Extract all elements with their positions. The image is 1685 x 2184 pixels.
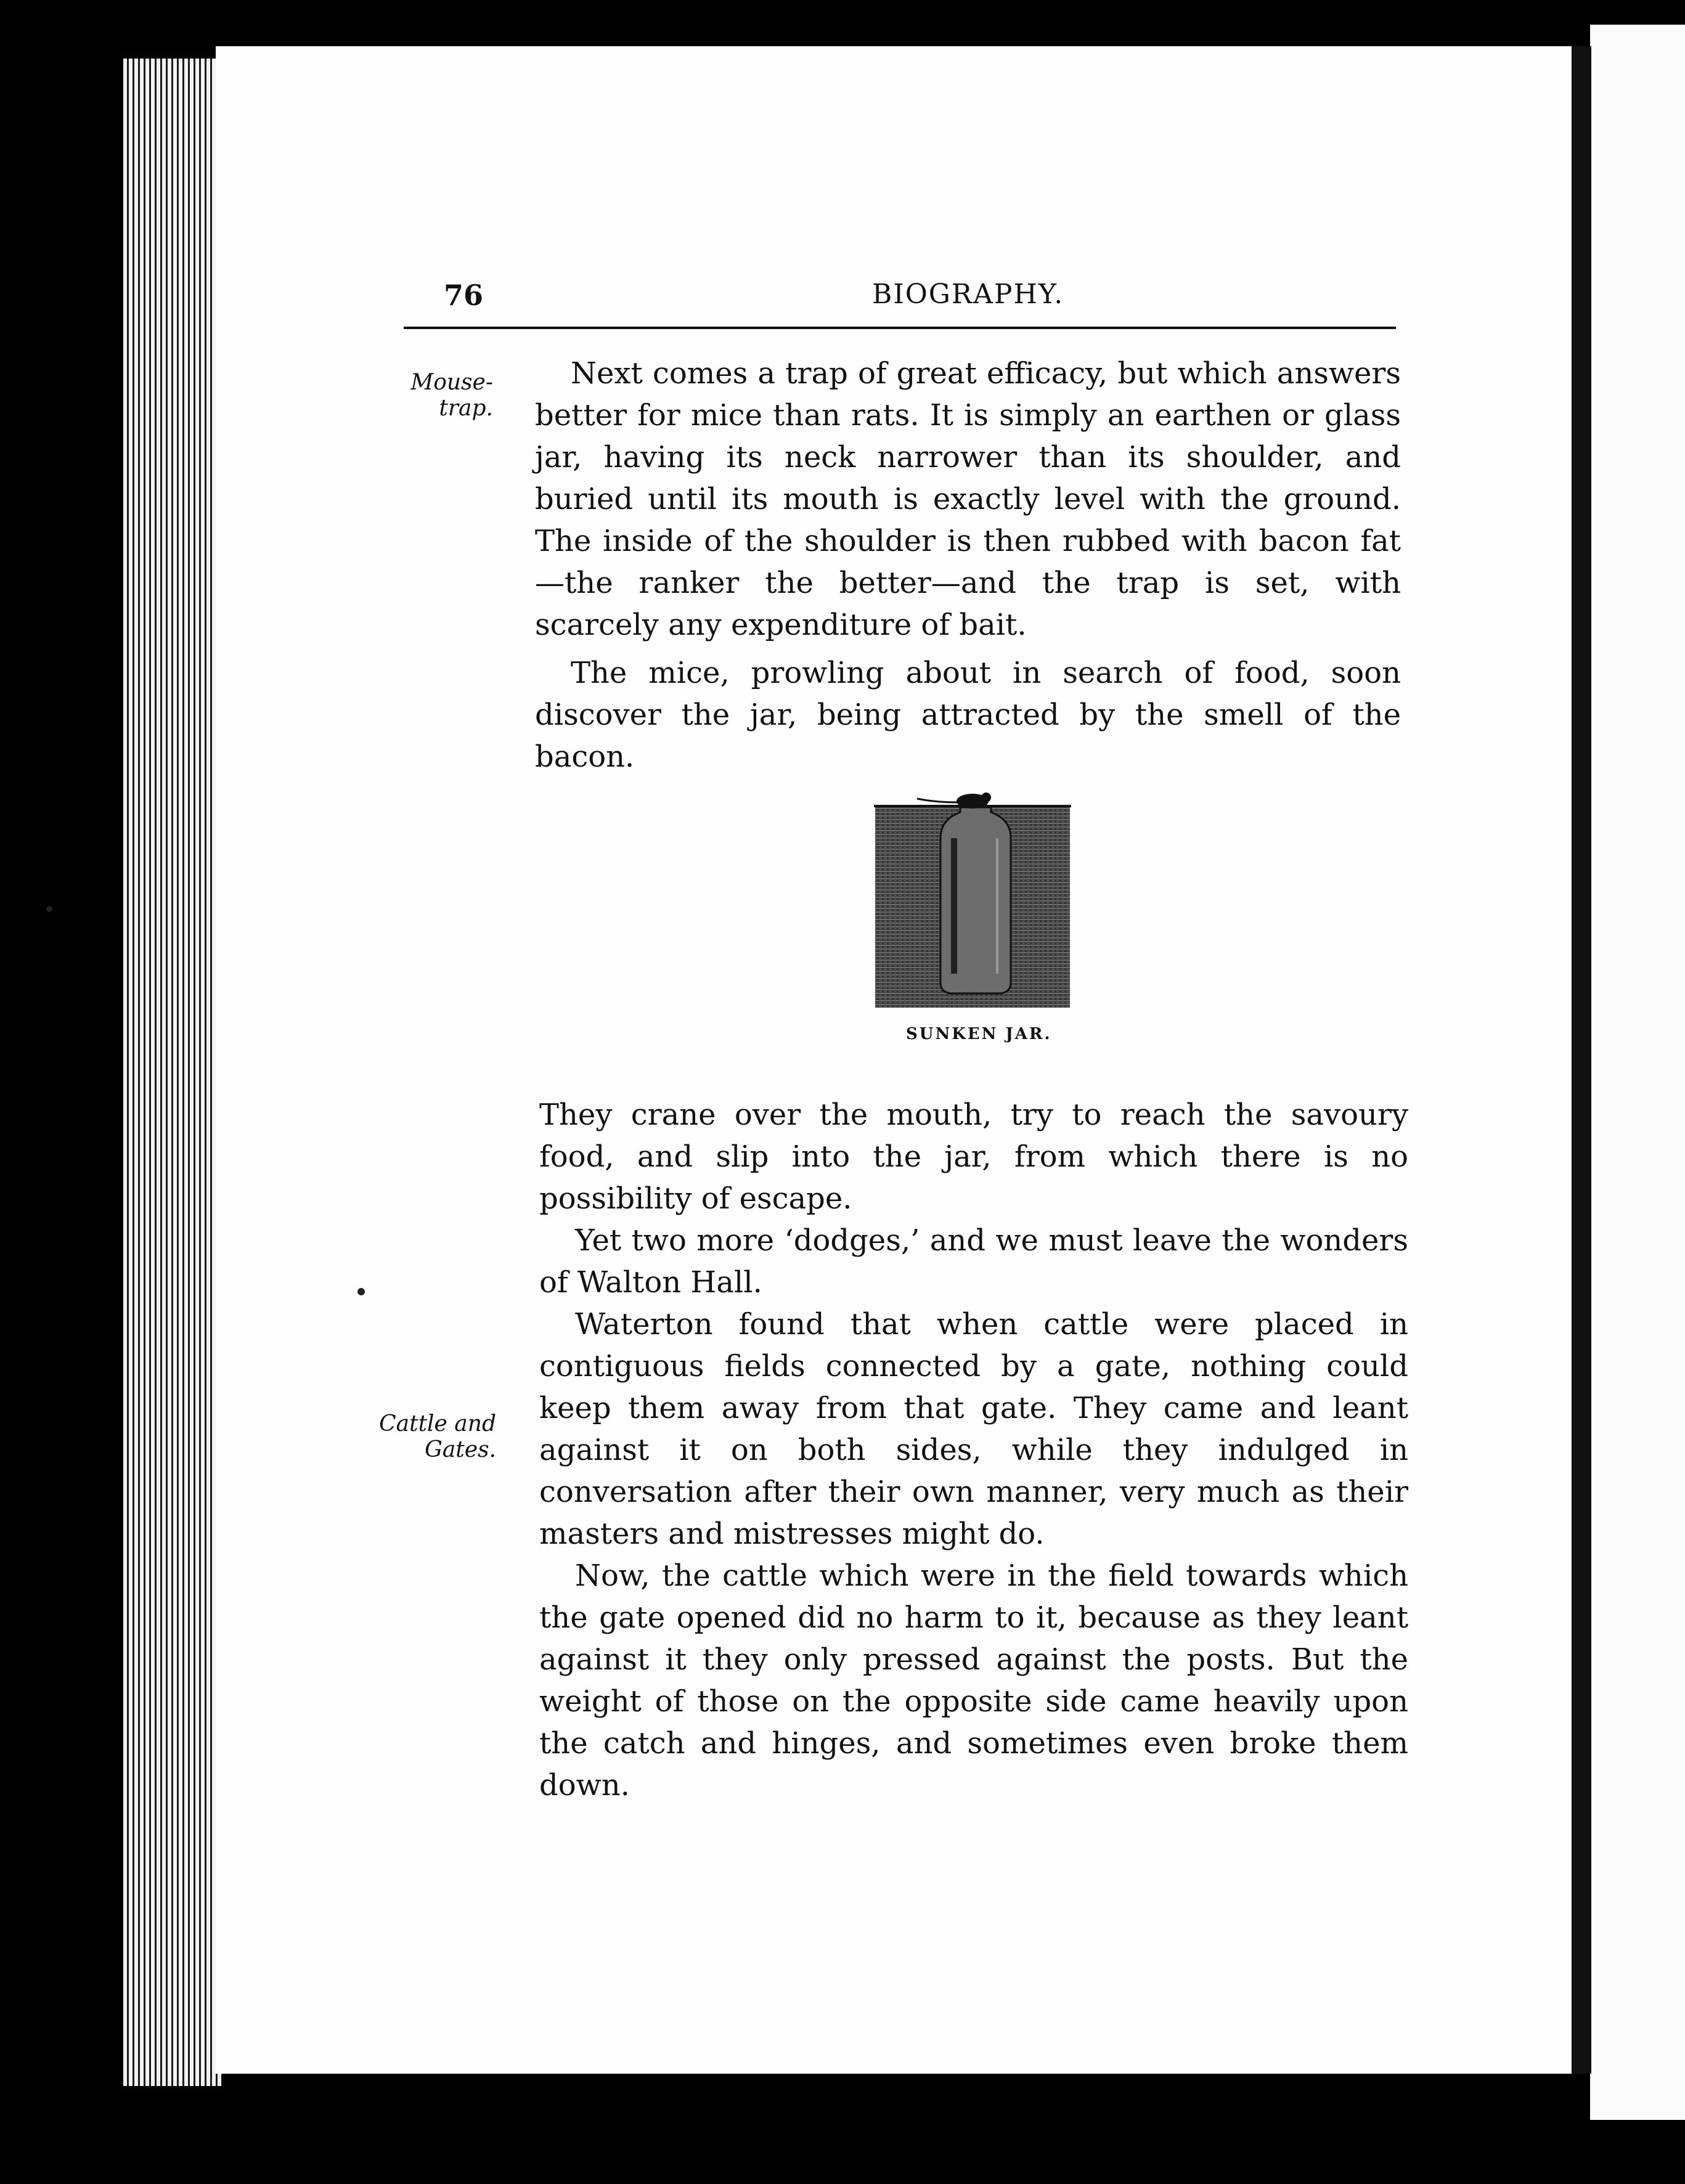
paragraph: Yet two more ‘dodges,’ and we must leave the wonders of Walton Hall. [539, 1223, 1408, 1300]
sidenote-cattle-gates [370, 1411, 496, 1463]
facing-page-edge [1590, 25, 1685, 2120]
book-page-edges [123, 59, 222, 2086]
binding-shadow [1573, 46, 1591, 2074]
sunken-jar-illustration [874, 789, 1071, 1023]
page-number: 76 [444, 279, 484, 312]
header-rule [404, 327, 1396, 329]
text-block-bottom [539, 1094, 1408, 1806]
sidenote-line: trap. [439, 396, 493, 421]
scan-speck [357, 1288, 365, 1295]
paragraph: The mice, prowling about in search of food, soon discover the jar, being attracted by the smell of the bacon. [535, 656, 1401, 774]
paragraph: Waterton found that when cattle were placed in contiguous fields connected by a gate, nothing could keep them away from that gate. They came and leant against it on both sides, while they indulged in conversation after their own manner, very much as their masters and mistresses might do. [539, 1307, 1408, 1551]
text-block-top [535, 352, 1401, 778]
sidenote-mouse-trap [394, 370, 493, 422]
sidenote-line: Cattle and [379, 1411, 496, 1436]
sidenote-line: Gates. [425, 1437, 496, 1462]
sidenote-line: Mouse- [410, 370, 493, 395]
paragraph: Now, the cattle which were in the field towards which the gate opened did no harm to it, because as they leant against it they only pressed against the posts. But the weight of those on the opposite side came heavily upon the catch and hinges, and sometimes even broke them down. [539, 1559, 1408, 1803]
scan-speck [46, 906, 52, 912]
paragraph: Next comes a trap of great efficacy, but which answers better for mice than rats. It is simply an earthen or glass jar, having its neck narrower than its shoulder, and buried until its mouth is exactly level with the ground. The inside of the shoulder is then rubbed with bacon fat—the ranker the better—and the trap is set, with scarcely any expenditure of bait. [535, 356, 1401, 642]
paragraph: They crane over the mouth, try to reach the savoury food, and slip into the jar, from which there is no possibility of escape. [539, 1098, 1408, 1216]
figure-caption: SUNKEN JAR. [906, 1025, 1052, 1043]
running-head: BIOGRAPHY. [872, 279, 1064, 310]
